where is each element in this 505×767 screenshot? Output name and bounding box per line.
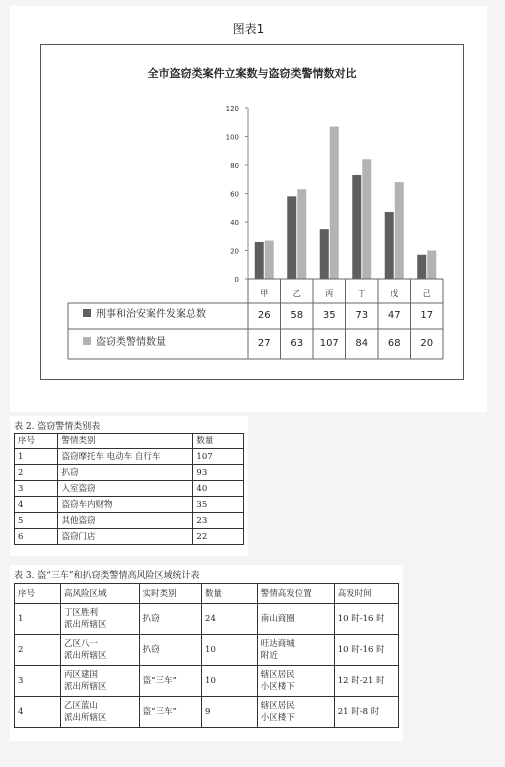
table-cell: 35 [193, 497, 244, 513]
x-category-label: 丁 [357, 289, 366, 298]
data-label: 68 [387, 338, 401, 349]
cell-line: 盗“三车” [142, 707, 177, 717]
table-cell [60, 697, 139, 728]
table-cell: 2 [15, 465, 58, 481]
cell-line: 乙区蓝山 [63, 701, 98, 711]
bar-alerts [362, 159, 371, 279]
table-2-caption: 表 2. 盗窃警情类别表 [14, 422, 101, 432]
table-row [15, 666, 399, 697]
table-2 [14, 433, 244, 545]
table-3-section [10, 565, 403, 741]
table-row [15, 529, 244, 545]
cell-line: 辖区居民 [260, 701, 295, 711]
table-cell: 93 [193, 465, 244, 481]
column-header: 高发时间 [334, 584, 398, 604]
data-label: 20 [420, 338, 434, 349]
bar-cases [320, 229, 329, 279]
table-cell: 5 [15, 513, 58, 529]
table-cell: 107 [193, 449, 244, 465]
cell-line: 小区楼下 [260, 713, 295, 723]
column-header: 高风险区域 [60, 584, 139, 604]
table-cell [202, 666, 258, 697]
cell-line: 10 [205, 676, 216, 686]
table-cell: 1 [15, 449, 58, 465]
x-category-label: 己 [422, 289, 431, 298]
table-cell [202, 697, 258, 728]
cell-line: 9 [205, 707, 211, 717]
bar-alerts [395, 182, 404, 279]
table-cell [257, 697, 334, 728]
table-cell [334, 666, 398, 697]
table-header-row [15, 434, 244, 449]
bar-alerts [330, 127, 339, 279]
y-tick-label: 0 [234, 276, 239, 284]
cell-line: 2 [18, 645, 24, 655]
table-cell [334, 697, 398, 728]
chart-frame [40, 44, 464, 380]
table-cell [15, 604, 61, 635]
cell-line: 4 [18, 707, 24, 717]
data-label: 58 [290, 310, 304, 321]
table-cell: 盗窃摩托车 电动车 自行车 [58, 449, 193, 465]
column-header: 实时类别 [139, 584, 201, 604]
column-header: 警情高发位置 [257, 584, 334, 604]
column-header: 序号 [15, 434, 58, 449]
bar-cases [417, 255, 426, 279]
table-cell [15, 697, 61, 728]
y-tick-label: 80 [230, 162, 239, 170]
table-3-caption: 表 3. 盗“三车”和扒窃类警情高风险区域统计表 [14, 571, 200, 581]
data-label: 35 [322, 310, 336, 321]
x-category-label: 乙 [292, 289, 301, 298]
cell-line: 派出所辖区 [63, 682, 107, 692]
table-cell: 3 [15, 481, 58, 497]
y-tick-label: 120 [225, 105, 239, 113]
table-cell [60, 635, 139, 666]
cell-line: 10 时-16 时 [337, 614, 385, 624]
cell-line: 3 [18, 676, 24, 686]
cell-line: 丙区建国 [63, 670, 98, 680]
table-cell [60, 604, 139, 635]
table-2-section [10, 416, 248, 556]
cell-line: 丁区胜利 [63, 608, 98, 618]
bar-cases [287, 196, 296, 279]
chart-title: 全市盗窃类案件立案数与盗窃类警情数对比 [147, 67, 357, 80]
cell-line: 南山商圈 [260, 614, 295, 624]
cell-line: 派出所辖区 [63, 713, 107, 723]
table-cell [139, 635, 201, 666]
table-row [15, 481, 244, 497]
table-row [15, 635, 399, 666]
table-cell: 盗窃门店 [58, 529, 193, 545]
table-row [15, 449, 244, 465]
data-label: 27 [257, 338, 271, 349]
cell-line: 10 [205, 645, 216, 655]
table-cell: 23 [193, 513, 244, 529]
table-row [15, 465, 244, 481]
cell-line: 21 时-8 时 [337, 707, 380, 717]
data-label: 73 [355, 310, 369, 321]
column-header: 警情类别 [58, 434, 193, 449]
cell-line: 24 [205, 614, 216, 624]
data-label: 84 [355, 338, 369, 349]
figure-label: 图表1 [232, 22, 265, 36]
cell-line: 乙区八一 [63, 639, 98, 649]
cell-line: 旺达商城 [260, 639, 295, 649]
table-row [15, 604, 399, 635]
cell-line: 扒窃 [142, 645, 160, 655]
cell-line: 派出所辖区 [63, 620, 107, 630]
bar-alerts [297, 189, 306, 279]
table-cell: 40 [193, 481, 244, 497]
table-cell: 其他盗窃 [58, 513, 193, 529]
table-cell: 4 [15, 497, 58, 513]
table-cell [15, 666, 61, 697]
data-label: 63 [290, 338, 304, 349]
y-tick-label: 20 [230, 247, 239, 256]
cell-line: 盗“三车” [142, 676, 177, 686]
bar-cases [352, 175, 361, 279]
bar-alerts [427, 251, 436, 280]
data-label: 107 [319, 338, 339, 349]
legend-label: 盗窃类警情数量 [96, 337, 166, 348]
table-cell [257, 604, 334, 635]
y-tick-label: 100 [225, 133, 239, 142]
x-category-label: 戊 [390, 289, 399, 298]
table-row [15, 513, 244, 529]
cell-line: 辖区居民 [260, 670, 295, 680]
bar-chart [41, 45, 463, 379]
column-header: 数量 [193, 434, 244, 449]
legend-label: 刑事和治安案件发案总数 [96, 309, 206, 320]
data-label: 17 [420, 310, 434, 321]
table-cell: 入室盗窃 [58, 481, 193, 497]
table-cell [257, 666, 334, 697]
table-3 [14, 583, 399, 728]
table-cell [15, 635, 61, 666]
table-cell: 扒窃 [58, 465, 193, 481]
bar-alerts [265, 241, 274, 279]
cell-line: 10 时-16 时 [337, 645, 385, 655]
table-row [15, 497, 244, 513]
x-category-label: 甲 [260, 289, 269, 298]
figure-1 [10, 6, 487, 412]
data-label: 47 [387, 310, 401, 321]
table-cell [139, 697, 201, 728]
legend-swatch [83, 309, 91, 317]
table-cell: 盗窃车内财物 [58, 497, 193, 513]
cell-line: 1 [18, 614, 24, 624]
table-cell [257, 635, 334, 666]
y-tick-label: 40 [230, 219, 239, 227]
column-header: 序号 [15, 584, 61, 604]
bar-cases [385, 212, 394, 279]
legend-swatch [83, 337, 91, 345]
cell-line: 小区楼下 [260, 682, 295, 692]
table-row [15, 697, 399, 728]
x-category-label: 丙 [325, 289, 334, 298]
table-cell: 22 [193, 529, 244, 545]
cell-line: 派出所辖区 [63, 651, 107, 661]
table-cell [202, 635, 258, 666]
table-cell [139, 666, 201, 697]
data-label: 26 [257, 310, 271, 321]
table-header-row [15, 584, 399, 604]
cell-line: 12 时-21 时 [337, 676, 385, 686]
table-cell: 6 [15, 529, 58, 545]
table-cell [334, 604, 398, 635]
y-tick-label: 60 [230, 190, 239, 199]
table-cell [334, 635, 398, 666]
cell-line: 附近 [260, 651, 278, 661]
column-header: 数量 [202, 584, 258, 604]
table-cell [139, 604, 201, 635]
table-cell [60, 666, 139, 697]
cell-line: 扒窃 [142, 614, 160, 624]
table-cell [202, 604, 258, 635]
bar-cases [255, 242, 264, 279]
